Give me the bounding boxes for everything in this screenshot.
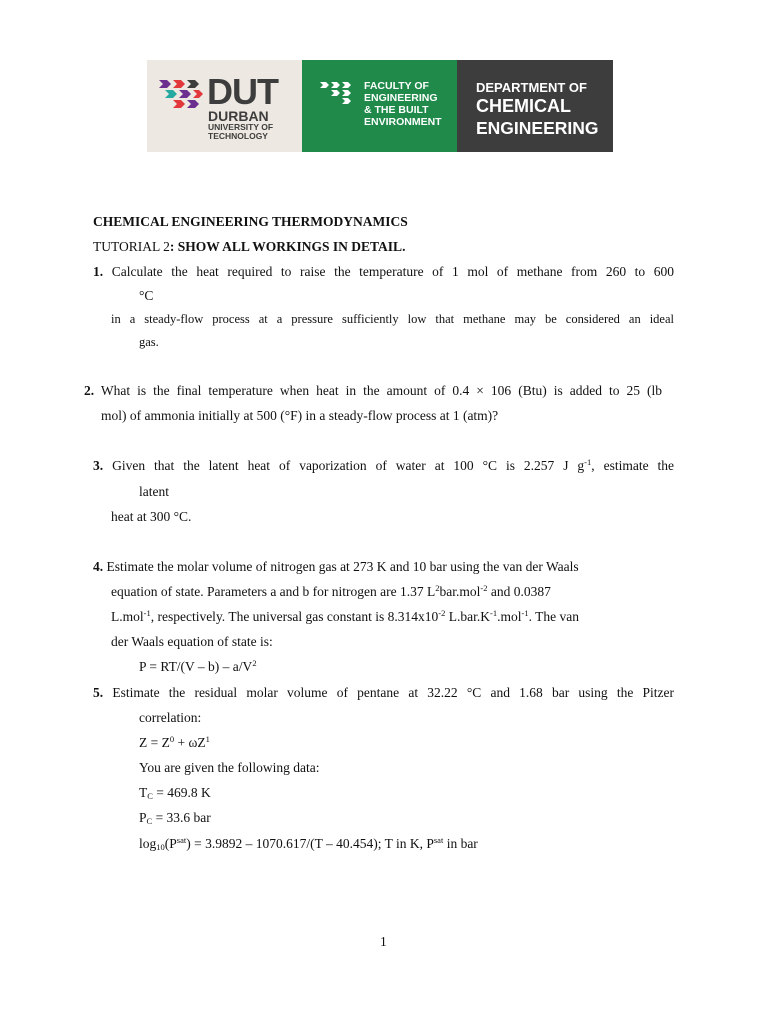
q2-number: 2. — [84, 383, 95, 398]
q5-text-1: Estimate the residual molar volume of pentane at 32.22 °C and 1.68 bar using the Pitzer — [112, 685, 675, 700]
q4-sup-2b: -2 — [480, 583, 488, 593]
q3-sup: -1 — [584, 457, 592, 467]
dut-technology-text: TECHNOLOGY — [208, 131, 268, 141]
q5-equation — [139, 735, 210, 751]
q4-text-3a: L.mol — [111, 609, 144, 624]
faculty-arrows-icon — [320, 82, 354, 104]
dut-wordmark: DUT — [207, 71, 278, 112]
document-title: CHEMICAL ENGINEERING THERMODYNAMICS — [93, 214, 408, 229]
q4-text-3c: L.bar.K — [445, 609, 490, 624]
q5-eq-a: Z = Z — [139, 735, 170, 750]
faculty-line-2: ENGINEERING — [364, 92, 438, 104]
q3-number: 3. — [93, 458, 104, 473]
tutorial-prefix: TUTORIAL 2 — [93, 239, 170, 254]
q5-line-1 — [93, 685, 674, 701]
q5-pc — [139, 810, 211, 826]
q5-tc-sub: C — [147, 791, 153, 801]
dut-arrows-icon — [159, 78, 203, 108]
q4-equation — [139, 659, 257, 675]
faculty-line-1: FACULTY OF — [364, 80, 429, 92]
q1-text-1: Calculate the heat required to raise the temperature of 1 mol of methane from 260 to 600 — [111, 264, 674, 279]
page-number: 1 — [380, 934, 387, 949]
q5-log-c: ) = 3.9892 – 1070.617/(T – 40.454); T in K, P — [186, 836, 434, 851]
q4-line-2 — [111, 584, 551, 600]
q4-line-1 — [93, 559, 579, 575]
department-line-1: DEPARTMENT OF — [476, 80, 587, 95]
q5-log-d: in bar — [443, 836, 478, 851]
q3-line-2: latent — [139, 484, 169, 499]
department-line-2: CHEMICAL — [476, 96, 571, 116]
q4-text-2c: and 0.0387 — [487, 584, 551, 599]
q5-eq-sup2: 1 — [205, 734, 210, 744]
q4-equation-sup: 2 — [252, 658, 257, 668]
department-panel — [457, 60, 613, 152]
q5-tc — [139, 785, 211, 801]
q4-text-3b: , respectively. The universal gas constant is 8.314x10 — [150, 609, 439, 624]
q4-sup-3a: -1 — [143, 608, 151, 618]
q4-line-4: der Waals equation of state is: — [111, 634, 273, 649]
q1-line-4: gas. — [139, 335, 159, 349]
q4-sup-3b: -2 — [438, 608, 446, 618]
q5-pc-a: P — [139, 810, 147, 825]
dut-durban-text: DURBAN — [208, 108, 269, 124]
q1-line-1 — [93, 264, 674, 280]
q5-eq-b: + ωZ — [174, 735, 206, 750]
q5-log-b: (P — [164, 836, 177, 851]
q1-line-3: in a steady-flow process at a pressure sufficiently low that methane may be considered an ideal — [111, 312, 674, 326]
q3-line-1 — [93, 458, 674, 474]
q4-text-2b: bar.mol — [439, 584, 481, 599]
q4-text-3e: . The van — [528, 609, 579, 624]
q2-line-1 — [84, 383, 662, 399]
header-banner — [147, 60, 613, 152]
q4-text-2a: equation of state. Parameters a and b for nitrogen are 1.37 L — [111, 584, 436, 599]
q4-sup-3c: -1 — [490, 608, 498, 618]
q5-log-sub: 10 — [156, 842, 165, 852]
q4-line-3 — [111, 609, 579, 625]
q5-eq-sup1: 0 — [169, 734, 175, 744]
q4-text-3d: .mol — [497, 609, 522, 624]
q5-given: You are given the following data: — [139, 760, 320, 775]
q5-log-sup1: sat — [176, 835, 187, 845]
faculty-line-3: & THE BUILT — [364, 104, 429, 116]
q3-text-1b: , estimate the — [591, 458, 675, 473]
tutorial-instruction: : SHOW ALL WORKINGS IN DETAIL. — [169, 239, 406, 254]
q5-pc-b: = 33.6 bar — [152, 810, 211, 825]
q5-log-a: log — [139, 836, 157, 851]
q5-tc-b: = 469.8 K — [152, 785, 211, 800]
q4-sup-3d: -1 — [521, 608, 529, 618]
q4-equation-text: P = RT/(V – b) – a/V — [139, 659, 253, 674]
q3-text-1a: Given that the latent heat of vaporization of water at 100 °C is 2.257 J g — [112, 458, 585, 473]
q1-line-2: °C — [139, 288, 154, 303]
q2-line-2: mol) of ammonia initially at 500 (°F) in a steady-flow process at 1 (atm)? — [101, 408, 499, 423]
q4-sup-2a: 2 — [435, 583, 440, 593]
dut-university-text: UNIVERSITY OF — [208, 122, 274, 132]
q4-number: 4. — [93, 559, 104, 574]
q5-line-2: correlation: — [139, 710, 202, 725]
department-line-3: ENGINEERING — [476, 118, 599, 138]
q1-number: 1. — [93, 264, 104, 279]
q3-line-3: heat at 300 °C. — [111, 509, 192, 524]
dut-logo-panel — [147, 60, 302, 152]
department-text — [476, 80, 599, 139]
q5-log-sup2: sat — [433, 835, 444, 845]
q2-text-1: What is the final temperature when heat in the amount of 0.4 × 106 (Btu) is added to 25 (lb — [100, 383, 662, 398]
q4-text-1: Estimate the molar volume of nitrogen gas at 273 K and 10 bar using the van der Waals — [106, 559, 579, 574]
q5-log-equation — [139, 836, 478, 852]
faculty-panel — [302, 60, 457, 152]
q5-number: 5. — [93, 685, 104, 700]
q5-pc-sub: C — [146, 816, 153, 826]
faculty-text — [364, 80, 442, 128]
faculty-line-4: ENVIRONMENT — [364, 116, 442, 128]
tutorial-heading — [93, 239, 405, 255]
q5-tc-a: T — [139, 785, 148, 800]
